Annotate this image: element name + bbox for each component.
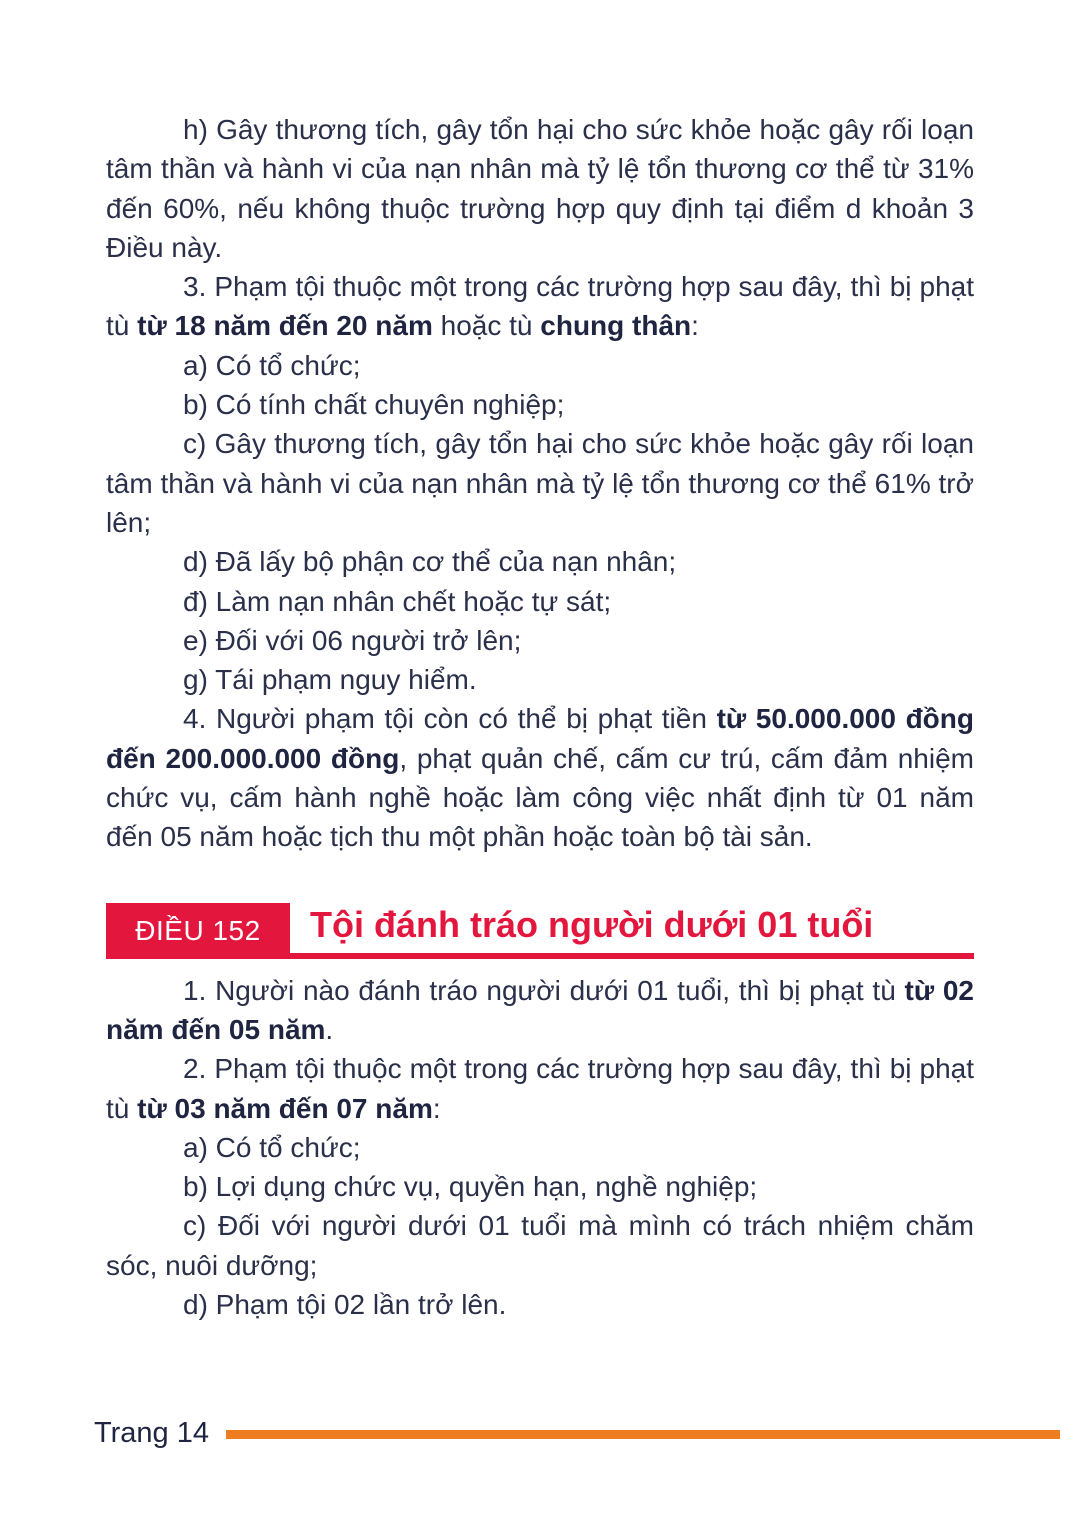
article-clause-2a: a) Có tổ chức; — [183, 1131, 361, 1163]
article-title: Tội đánh tráo người dưới 01 tuổi — [310, 903, 874, 945]
clause-3-penalty: từ 18 năm đến 20 năm — [137, 310, 433, 342]
clause-3dd: đ) Làm nạn nhân chết hoặc tự sát; — [183, 585, 612, 617]
clause-3g: g) Tái phạm nguy hiểm. — [183, 664, 477, 696]
article-number-badge: ĐIỀU 152 — [106, 903, 290, 959]
article-clause-2-text: 2. Phạm tội thuộc một trong các trường hợp sau đây, thì bị phạt tù — [106, 1053, 974, 1124]
article-clause-1-text: 1. Người nào đánh tráo người dưới 01 tuổi, thì bị phạt tù — [183, 974, 905, 1006]
clause-3-text-2: hoặc tù — [432, 310, 541, 342]
clause-4-fine: từ 50.000.000 đồng đến 200.000.000 đồng — [106, 703, 974, 774]
clause-3-text: 3. Phạm tội thuộc một trong các trường hợp sau đây, thì bị phạt tù — [106, 271, 974, 342]
article-heading — [106, 897, 974, 959]
clause-3a: a) Có tổ chức; — [183, 349, 361, 381]
clause-3e: e) Đối với 06 người trở lên; — [183, 624, 522, 656]
clause-3b: b) Có tính chất chuyên nghiệp; — [183, 389, 565, 421]
article-clause-1-end: . — [325, 1013, 334, 1045]
page-number: Trang 14 — [94, 1417, 209, 1449]
article-clause-1 — [106, 971, 974, 1050]
clause-4-text-2: , phạt quản chế, cấm cư trú, cấm đảm nhiệm chức vụ, cấm hành nghề hoặc làm công việc nhất định từ 01 năm đến 05 năm hoặc tịch thu một phần hoặc toàn bộ tài sản. — [106, 742, 974, 853]
clause-3-colon: : — [691, 310, 699, 342]
clause-3-life-sentence: chung thân — [540, 310, 692, 342]
article-clause-2-penalty: từ 03 năm đến 07 năm — [137, 1092, 433, 1124]
clause-3 — [106, 267, 974, 346]
page-footer — [94, 1415, 1060, 1455]
article-clause-2 — [106, 1049, 974, 1128]
article-clause-2c: c) Đối với người dưới 01 tuổi mà mình có trách nhiệm chăm sóc, nuôi dưỡng; — [106, 1210, 974, 1281]
clause-4-text: 4. Người phạm tội còn có thể bị phạt tiền — [183, 703, 717, 735]
article-clause-1-penalty: từ 02 năm đến 05 năm — [106, 974, 974, 1045]
article-clause-2d: d) Phạm tội 02 lần trở lên. — [183, 1289, 507, 1321]
article-clause-2-colon: : — [432, 1092, 441, 1124]
clause-4 — [106, 699, 974, 856]
page-content — [106, 110, 974, 1324]
clause-2h: h) Gây thương tích, gây tổn hại cho sức khỏe hoặc gây rối loạn tâm thần và hành vi của nạn nhân mà tỷ lệ tổn thương cơ thể từ 31% đến 60%, nếu không thuộc trường hợp quy định tại điểm d khoản 3 Điều này. — [106, 114, 974, 263]
footer-bar — [226, 1430, 1060, 1439]
clause-3c: c) Gây thương tích, gây tổn hại cho sức khỏe hoặc gây rối loạn tâm thần và hành vi của nạn nhân mà tỷ lệ tổn thương cơ thể 61% trở lên; — [106, 428, 974, 538]
clause-3d: d) Đã lấy bộ phận cơ thể của nạn nhân; — [183, 546, 677, 578]
article-clause-2b: b) Lợi dụng chức vụ, quyền hạn, nghề nghiệp; — [183, 1171, 758, 1203]
